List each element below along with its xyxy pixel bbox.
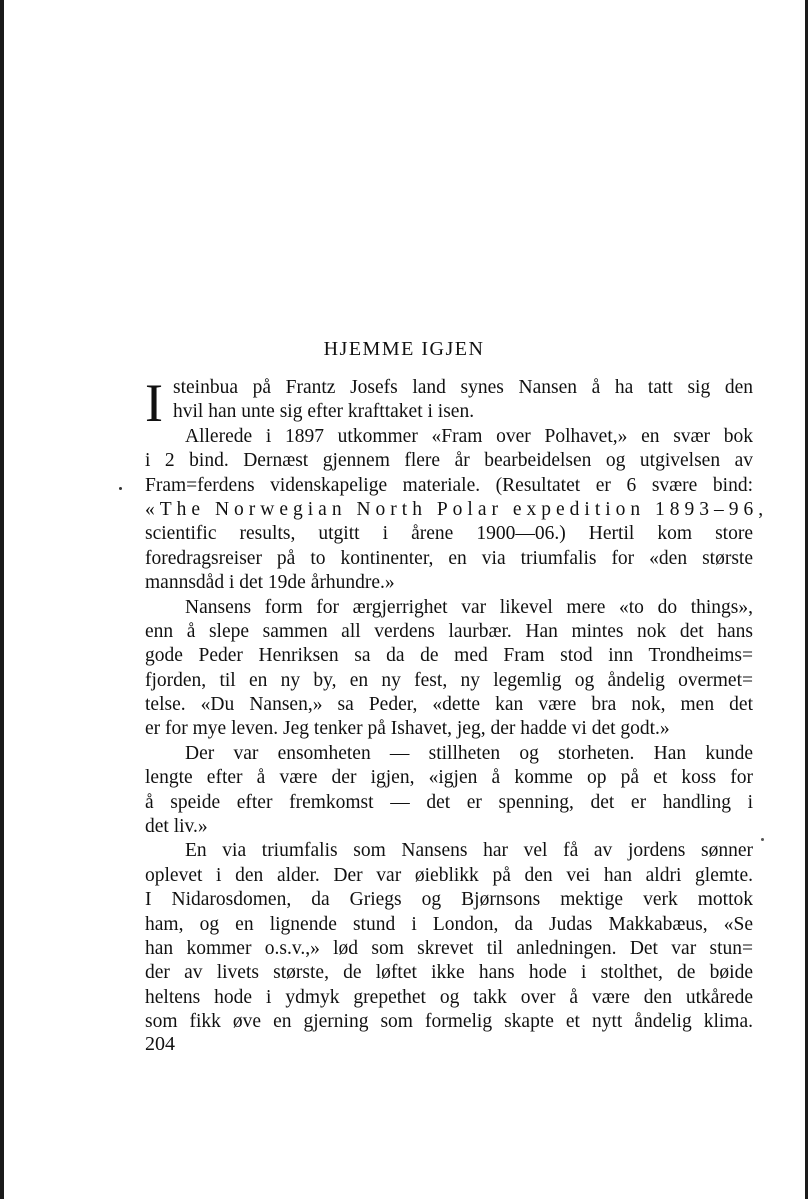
text-line: er for mye leven. Jeg tenker på Ishavet, jeg, der hadde vi det godt.» bbox=[145, 718, 670, 740]
text-line: mannsdåd i det 19de århundre.» bbox=[145, 572, 395, 594]
text-line: ham, og en lignende stund i London, da Judas Makkabæus, «Se bbox=[145, 913, 753, 935]
text-line: Der var ensomheten — stillheten og storheten. Han kunde bbox=[185, 742, 753, 764]
text-line: gode Peder Henriksen sa da de med Fram stod inn Trondheims= bbox=[145, 645, 753, 667]
text-line: der av livets største, de løftet ikke hans hode i stolthet, de bøide bbox=[145, 962, 753, 984]
scan-edge-left bbox=[0, 0, 4, 1199]
text-line: Nansens form for ærgjerrighet var likevel mere «to do things», bbox=[185, 596, 753, 618]
text-line: I Nidarosdomen, da Griegs og Bjørnsons mektige verk mottok bbox=[145, 889, 753, 911]
text-line: steinbua på Frantz Josefs land synes Nansen å ha tatt sig den bbox=[173, 377, 753, 398]
text-line: Allerede i 1897 utkommer «Fram over Polhavet,» en svær bok bbox=[185, 425, 753, 447]
text-line: oplevet i den alder. Der var øieblikk på den vei han aldri glemte. bbox=[145, 864, 753, 886]
text-line: det liv.» bbox=[145, 816, 208, 838]
drop-cap: I bbox=[145, 373, 163, 433]
text-line: foredragsreiser på to kontinenter, en via triumfalis for «den største bbox=[145, 547, 753, 569]
text-line: telse. «Du Nansen,» sa Peder, «dette kan være bra nok, men det bbox=[145, 694, 753, 716]
text-line: hvil han unte sig efter krafttaket i isen. bbox=[173, 401, 475, 423]
text-line: fjorden, til en ny by, en ny fest, ny legemlig og åndelig overmet= bbox=[145, 669, 753, 691]
margin-mark bbox=[761, 838, 764, 841]
chapter-title: HJEMME IGJEN bbox=[323, 338, 485, 360]
opening-paragraph bbox=[145, 373, 753, 433]
text-line: scientific results, utgitt i årene 1900—06.) Hertil kom store bbox=[145, 523, 753, 545]
margin-mark bbox=[119, 487, 122, 490]
text-line: enn å slepe sammen all verdens laurbær. Han mintes nok det hans bbox=[145, 620, 753, 642]
text-line: «The Norwegian North Polar expedition 1893–96, bbox=[145, 498, 769, 520]
page-number: 204 bbox=[145, 1033, 175, 1055]
text-line: som fikk øve en gjerning som formelig skapte et nytt åndelig klima. bbox=[145, 1011, 753, 1033]
text-line: i 2 bind. Dernæst gjennem flere år bearbeidelsen og utgivelsen av bbox=[145, 450, 753, 472]
text-line: En via triumfalis som Nansens har vel få av jordens sønner bbox=[185, 840, 753, 862]
text-line: lengte efter å være der igjen, «igjen å komme op på et koss for bbox=[145, 767, 753, 789]
text-line: å speide efter fremkomst — det er spenning, det er handling i bbox=[145, 791, 753, 813]
text-line: heltens hode i ydmyk grepethet og takk over å være den utkårede bbox=[145, 986, 753, 1008]
text-line: han kommer o.s.v.,» lød som skrevet til anledningen. Det var stun= bbox=[145, 937, 753, 959]
body-text bbox=[145, 373, 769, 1035]
text-line: Fram=ferdens videnskapelige materiale. (Resultatet er 6 svære bind: bbox=[145, 474, 753, 496]
